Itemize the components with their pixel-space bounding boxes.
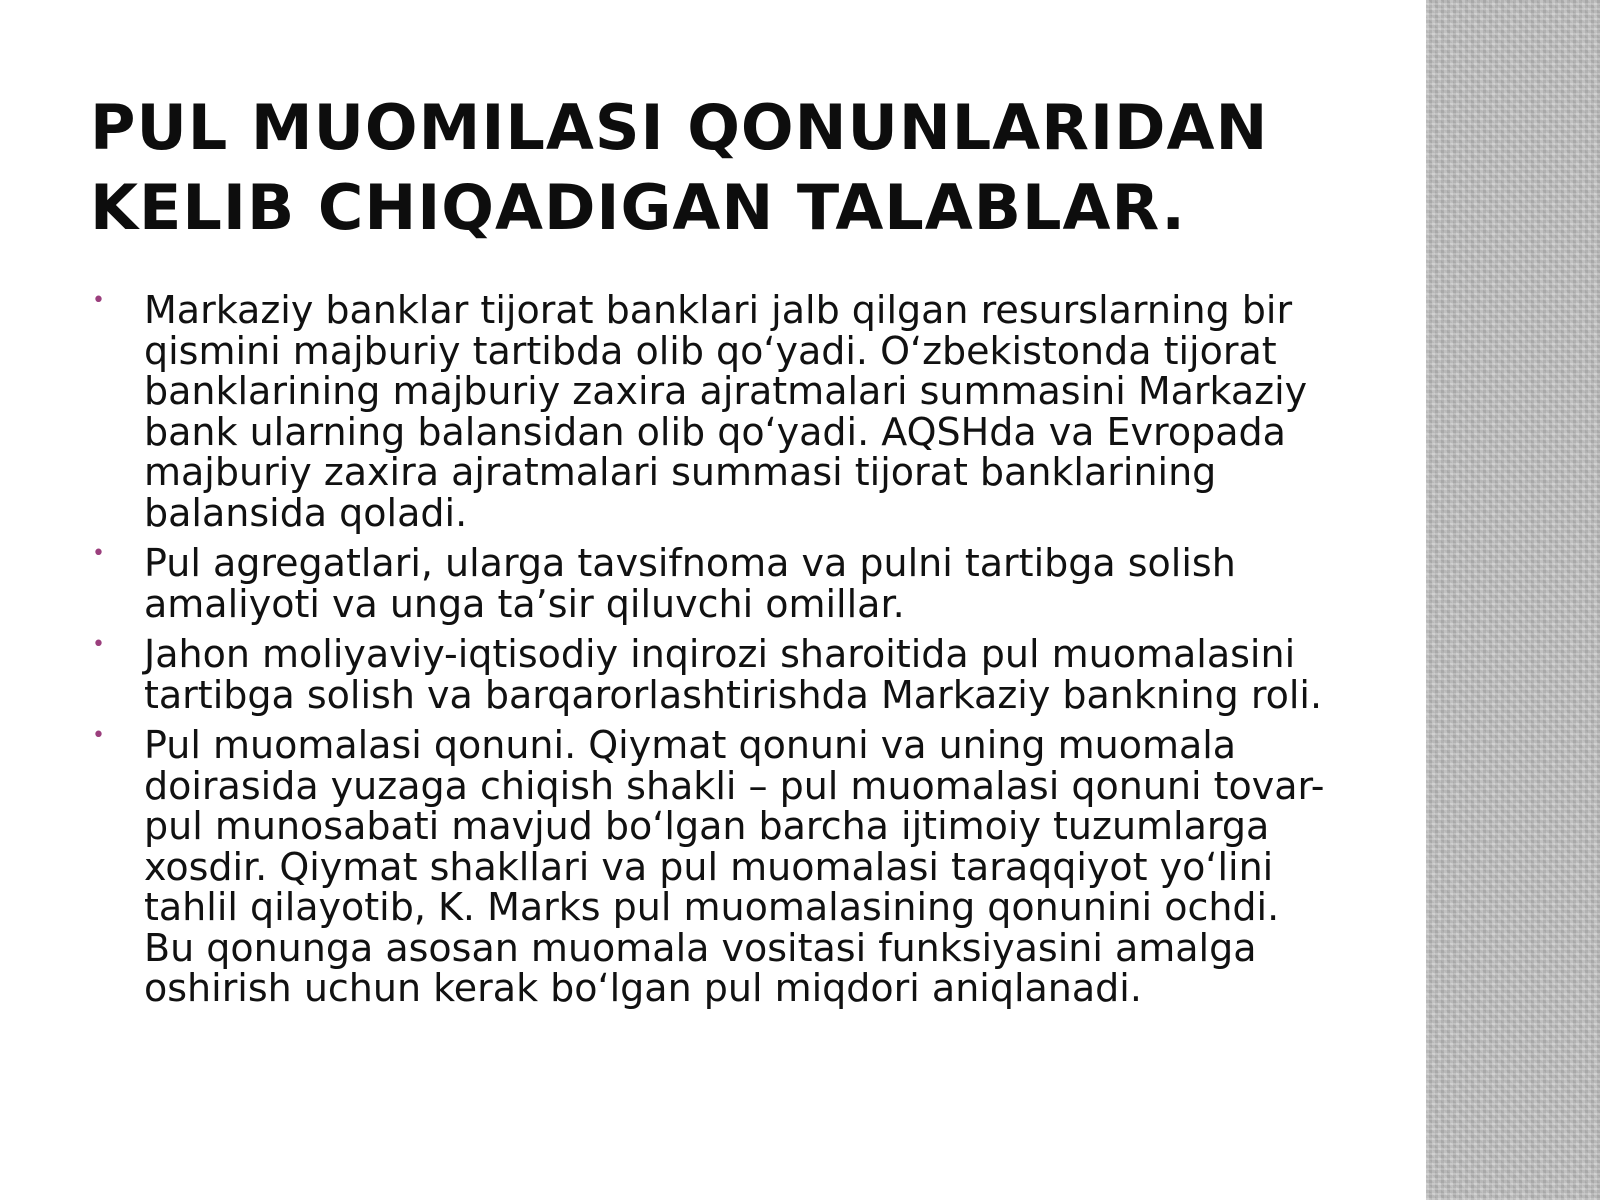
bullet-item: [90, 634, 1340, 715]
bullet-dot-icon: •: [92, 541, 105, 566]
bullet-dot-icon: •: [92, 288, 105, 313]
bullet-dot-icon: •: [92, 632, 105, 657]
bullet-list: [90, 290, 1340, 1019]
bullet-text: Markaziy banklar tijorat banklari jalb qilgan resurslarning bir qismini majburiy tartibda olib qo‘yadi. O‘zbekistonda tijorat banklarining majburiy zaxira ajratmalari summasini Markaziy bank ularning balansidan olib qo‘yadi. AQSHda va Evropada majburiy zaxira ajratmalari summasi tijorat banklarining balansida qoladi.: [144, 288, 1308, 535]
bullet-item: [90, 725, 1340, 1009]
bullet-text: Pul agregatlari, ularga tavsifnoma va pulni tartibga solish amaliyoti va unga ta’sir qiluvchi omillar.: [144, 541, 1236, 626]
bullet-text: Jahon moliyaviy-iqtisodiy inqirozi sharoitida pul muomalasini tartibga solish va barqarorlashtirishda Markaziy bankning roli.: [144, 632, 1323, 717]
bullet-item: [90, 543, 1340, 624]
side-texture-panel: [1426, 0, 1600, 1200]
bullet-item: [90, 290, 1340, 533]
bullet-text: Pul muomalasi qonuni. Qiymat qonuni va uning muomala doirasida yuzaga chiqish shakli – pul muomalasi qonuni tovar-pul munosabati mavjud bo‘lgan barcha ijtimoiy tuzumlarga xosdir. Qiymat shakllari va pul muomalasi taraqqiyot yo‘lini tahlil qilayotib, K. Marks pul muomalasining qonunini ochdi. Bu qonunga asosan muomala vositasi funksiyasini amalga oshirish uchun kerak bo‘lgan pul miqdori aniqlanadi.: [144, 723, 1325, 1010]
bullet-dot-icon: •: [92, 723, 105, 748]
slide-title: PUL MUOMILASI QONUNLARIDAN KELIB CHIQADIGAN TALABLAR.: [90, 91, 1269, 244]
